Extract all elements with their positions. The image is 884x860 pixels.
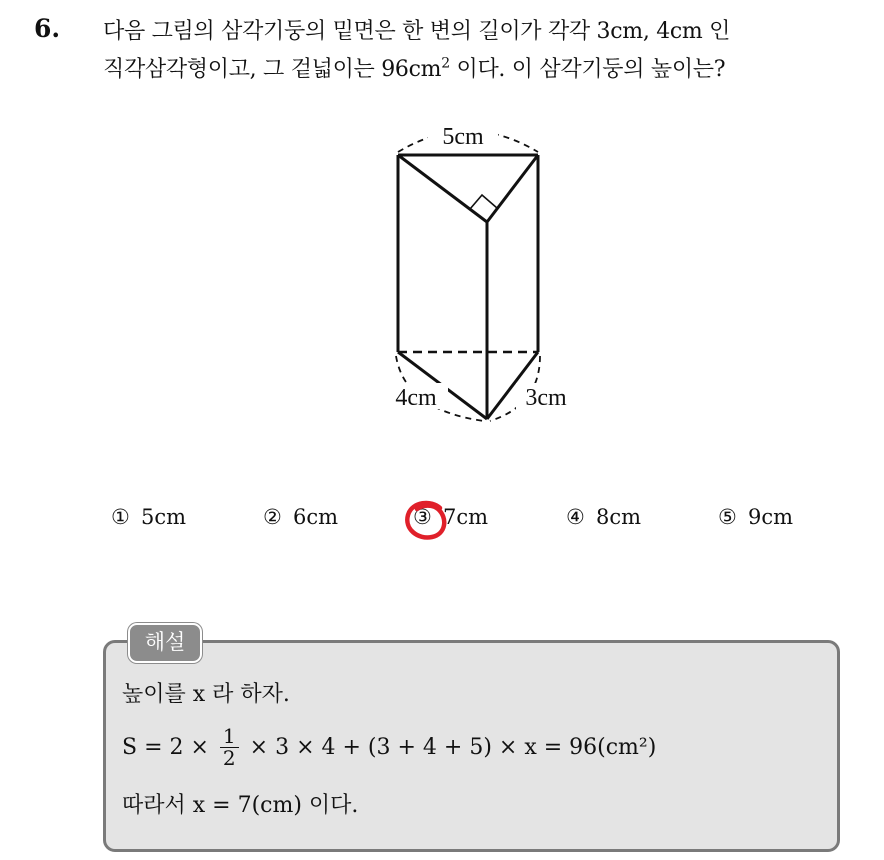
choice-2-text: 6cm — [293, 505, 339, 529]
fraction-denominator: 2 — [222, 746, 236, 770]
choice-4[interactable] — [566, 505, 641, 529]
choice-3-mark: ③ — [413, 505, 432, 529]
fraction-numerator: 1 — [220, 726, 239, 748]
question-text-line1: 다음 그림의 삼각기둥의 밑면은 한 변의 길이가 각각 3cm, 4cm 인 — [103, 19, 731, 44]
solution-line2 — [122, 726, 656, 769]
choice-2-mark: ② — [263, 505, 282, 529]
choice-1[interactable] — [111, 505, 186, 529]
choice-4-text: 8cm — [596, 505, 642, 529]
question-number: 6. — [34, 14, 61, 43]
choice-3-text: 7cm — [443, 505, 489, 529]
squared-superscript: 2 — [441, 55, 450, 72]
choice-5-text: 9cm — [748, 505, 794, 529]
question-text-line2-end: 이다. 이 삼각기둥의 높이는? — [449, 57, 726, 82]
choice-2[interactable] — [263, 505, 338, 529]
left-dimension-label: 4cm — [395, 385, 437, 411]
solution-line2-end: × 3 × 4 + (3 + 4 + 5) × x = 96(cm²) — [242, 735, 657, 760]
fraction-one-half — [220, 726, 239, 769]
top-dimension-label: 5cm — [442, 124, 484, 150]
solution-line2-start: S = 2 × — [122, 735, 216, 760]
question-text-line2-main: 직각삼각형이고, 그 겉넓이는 96cm — [103, 57, 442, 82]
solution-line1: 높이를 x 라 하자. — [122, 682, 290, 707]
solution-line3: 따라서 x = 7(cm) 이다. — [122, 793, 359, 818]
choice-1-text: 5cm — [141, 505, 187, 529]
answer-circle-icon — [402, 498, 452, 544]
top-left-edge — [398, 155, 487, 222]
choice-1-mark: ① — [111, 505, 130, 529]
choice-5[interactable] — [718, 505, 793, 529]
solution-tag: 해설 — [128, 623, 202, 663]
right-dimension-label: 3cm — [525, 385, 567, 411]
choice-4-mark: ④ — [566, 505, 585, 529]
choice-5-mark: ⑤ — [718, 505, 737, 529]
